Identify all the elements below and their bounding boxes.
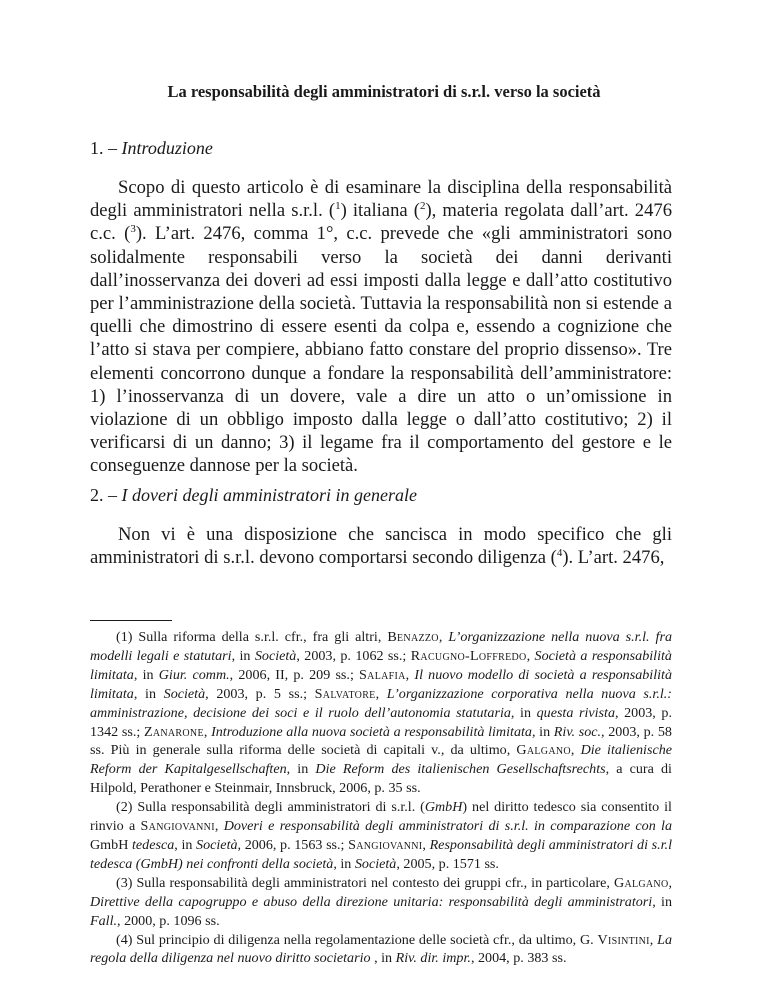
text-run: ) nel diritto tedesco sia consentito il rinvio a (90, 799, 672, 835)
footnote-separator (90, 620, 172, 621)
author-name: Sangiovanni (140, 818, 215, 835)
text-run: , (203, 723, 212, 740)
text-run: , (405, 666, 415, 683)
text-run: , in (231, 647, 255, 664)
section-number: 2. – (90, 485, 117, 505)
author-name: Zanarone (143, 723, 204, 740)
author-name: Visintini (597, 931, 650, 948)
section-body-1 (90, 176, 672, 478)
footnote-number: (4) (116, 931, 137, 948)
italic-text: Fall. (90, 912, 118, 929)
italic-text: Introduzione alla nuova società a responsabilità limitata (211, 723, 532, 740)
text-run: Sulla responsabilità degli amministratori di s.r.l. ( (137, 799, 425, 816)
text-run: Sulla riforma della s.r.l. cfr., fra gli altri, (138, 629, 388, 645)
italic-text: L’organizzazione corporativa nella nuova s.r.l.: amministrazione, decisione dei soci e il ruolo dell’autonomia statutaria (90, 685, 672, 721)
text-run: , in (374, 950, 396, 967)
author-name: Galgano (613, 874, 669, 891)
text-run: ). L’art. 2476, comma 1°, c.c. prevede che «gli amministratori sono solidalmente responsabili verso la società dei danni derivanti dall’inosservanza dei doveri ad essi imposti dalla legge e dall’atto costitutivo per l’amministrazione della società. Tuttavia la responsabilità non si estende a quelli che dimostrino di essere esenti da colpa e, essendo a cognizione che l’atto si stava per compiere, abbiano fatto constare del proprio dissenso». Tre elementi concorrono dunque a fondare la responsabilità dell’amministratore: 1) l’inosservanza di un dovere, vale a dire un atto o un’omissione in violazione di un obbligo imposto dalla legge o dall’atto costitutivo; 2) il verificarsi di un danno; 3) il legame fra il comportamento del gestore e le conseguenze dannose per la società. (90, 223, 672, 477)
section-title: Introduzione (121, 138, 213, 158)
italic-text: Società (163, 685, 206, 702)
italic-text: Die italienische Reform der Kapitalgesellschaften (90, 742, 673, 778)
italic-text: tedesca (128, 836, 175, 853)
footnote-number: (3) (116, 874, 137, 891)
text-run: , 2004, p. 383 ss. (470, 950, 567, 967)
text-run: ). L’art. 2476, (562, 547, 665, 569)
text-run: , 2006, p. 1563 ss.; (237, 836, 349, 853)
author-name: Salvatore (314, 685, 376, 702)
text-run: , (422, 836, 430, 853)
italic-text: La regola della diligenza nel nuovo diritto societario (90, 931, 672, 967)
text-run: Sulla responsabilità degli amministratori nel contesto dei gruppi cfr., in particolare, (136, 874, 614, 891)
text-run: , in (652, 893, 673, 910)
section-heading-2 (90, 485, 417, 506)
text-run: , 2003, p. 1062 ss.; (296, 647, 411, 664)
text-run: , in (133, 666, 159, 683)
text-run: , 2000, p. 1096 ss. (117, 912, 220, 929)
text-run: , in (333, 855, 355, 872)
footnote-number: (1) (116, 629, 139, 645)
italic-text: GmbH (424, 799, 463, 816)
text-run: , (668, 874, 672, 891)
author-name: Galgano (516, 742, 571, 759)
footnote-ref: 1 (335, 200, 341, 213)
text-run: , in (510, 704, 537, 721)
italic-text: Die Reform des italienischen Gesellschaftsrechts (315, 761, 606, 778)
text-run: , 2003, p. 58 ss. Più in generale sulla riforma delle società di capitali v., da ultimo, (90, 723, 672, 759)
text-run: , in (174, 836, 197, 853)
footnote (90, 874, 672, 931)
italic-text: questa rivista (536, 704, 615, 721)
author-name: Salafia (359, 666, 406, 683)
footnote (90, 931, 672, 969)
text-run: , (438, 629, 449, 645)
italic-text: Giur. comm. (158, 666, 230, 683)
italic-text: Riv. soc. (553, 723, 602, 740)
footnote-ref: 2 (419, 200, 426, 213)
text-run: , (375, 685, 387, 702)
text-run: Sul principio di diligenza nella regolamentazione delle società cfr., da ultimo, G. (136, 931, 598, 948)
italic-text: Società (254, 647, 297, 664)
italic-text: Responsabilità degli amministratori di s.r.l tedesca (GmbH) nei confronti della società (90, 836, 672, 872)
author-name: Benazzo (387, 629, 439, 645)
footnotes (90, 628, 672, 968)
text-run: , 2003, p. 5 ss.; (205, 685, 315, 702)
italic-text: Società a responsabilità limitata (90, 647, 672, 683)
italic-text: Riv. dir. impr. (395, 950, 471, 967)
text-run: , (570, 742, 581, 759)
text-run: Scopo di questo articolo è di esaminare la disciplina della responsabilità degli amministratori nella s.r.l. ( (90, 177, 672, 222)
text-run: , in (286, 761, 316, 778)
footnote (90, 628, 672, 798)
italic-text: L’organizzazione nella nuova s.r.l. fra modelli legali e statutari (90, 629, 672, 664)
text-run: , in (133, 685, 164, 702)
text-run: ) italiana ( (340, 200, 420, 222)
text-run: , (649, 931, 658, 948)
text-run: Non vi è una disposizione che sancisca in modo specifico che gli amministratori di s.r.l. devono comportarsi secondo diligenza ( (90, 524, 672, 569)
italic-text: Società (354, 855, 397, 872)
text-run: , 2005, p. 1571 ss. (396, 855, 499, 872)
section-heading-1 (90, 138, 213, 159)
text-run: , 2006, II, p. 209 ss.; (229, 666, 360, 683)
text-run: , a cura di Hilpold, Perathoner e Steinmair, Innsbruck, 2006, p. 35 ss. (90, 761, 672, 797)
footnote-number: (2) (116, 799, 138, 816)
text-run: , in (531, 723, 554, 740)
text-run: ), materia regolata dall’art. 2476 c.c. ( (90, 200, 672, 245)
section-body-2 (90, 523, 672, 569)
author-name: Racugno-Loffredo (410, 647, 527, 664)
italic-text: Doveri e responsabilità degli amministratori di s.r.l. in comparazione con la (223, 818, 673, 835)
text-run: , (214, 818, 224, 835)
footnote-ref: 3 (130, 223, 136, 236)
text-run: , 2003, p. 1342 ss.; (90, 704, 672, 740)
section-title: I doveri degli amministratori in generale (121, 485, 417, 505)
section-number: 1. – (90, 138, 117, 158)
author-name: Sangiovanni (348, 836, 423, 853)
italic-text: Società (196, 836, 238, 853)
text-run: GmbH (90, 836, 129, 853)
italic-text: Il nuovo modello di società a responsabilità limitata (90, 666, 672, 702)
article-title: La responsabilità degli amministratori di s.r.l. verso la società (167, 82, 601, 101)
italic-text: Direttive della capogruppo e abuso della direzione unitaria: responsabilità degli amministratori (90, 893, 653, 910)
footnote-ref: 4 (556, 547, 563, 560)
text-run: , (526, 647, 535, 664)
footnote (90, 798, 672, 874)
